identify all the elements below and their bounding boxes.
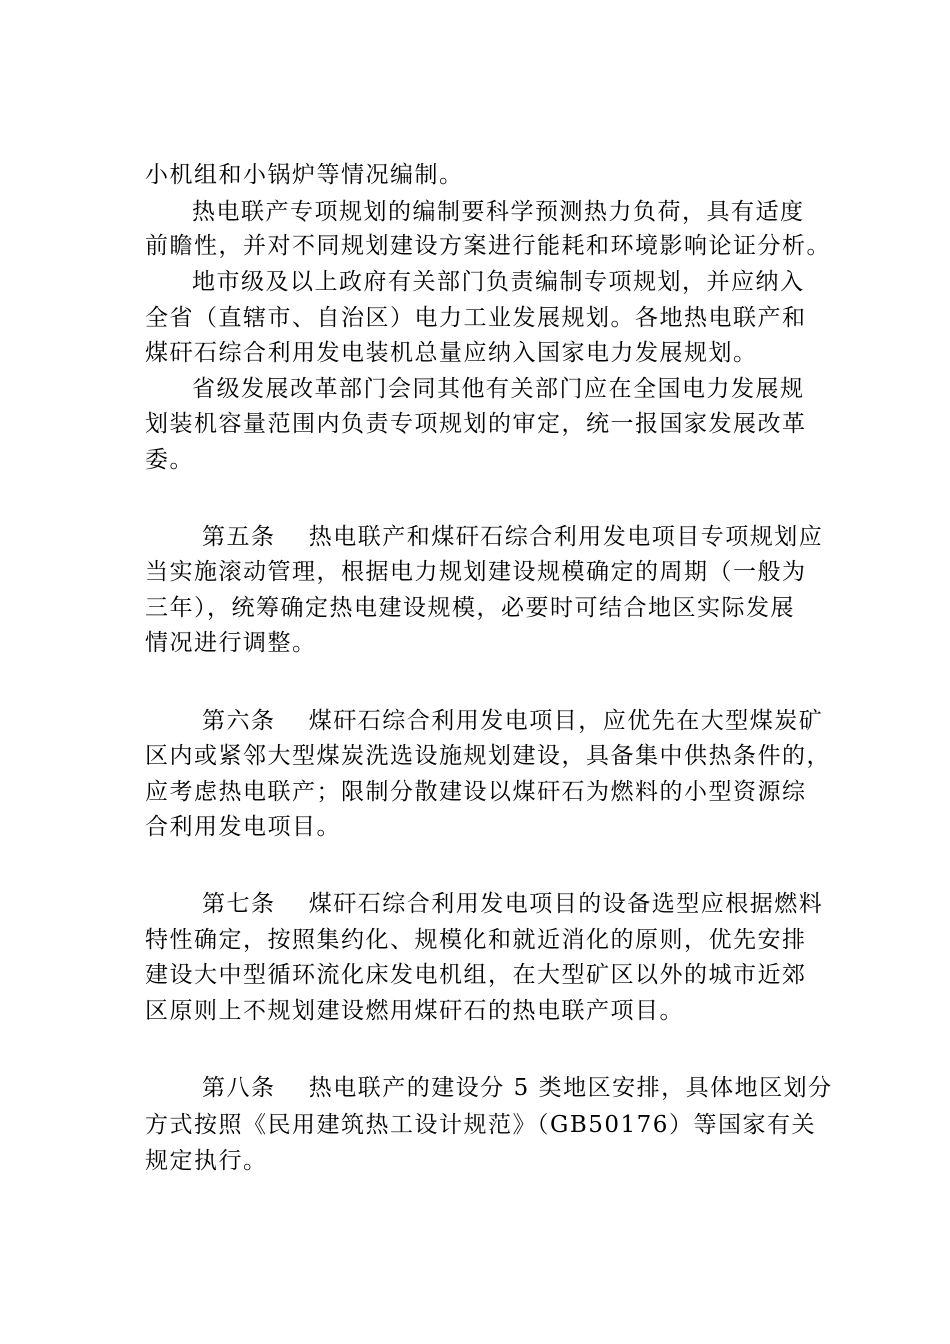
article-7-heading: 第七条 煤矸石综合利用发电项目的设备选型应根据燃料	[202, 891, 824, 917]
text-line: 情况进行调整。	[145, 630, 317, 656]
text-line: 三年），统筹确定热电建设规模，必要时可结合地区实际发展	[145, 595, 795, 621]
article-8-heading: 第八条 热电联产的建设分 5 类地区安排，具体地区划分	[202, 1075, 833, 1101]
text-line: 当实施滚动管理，根据电力规划建设规模确定的周期（一般为	[145, 559, 807, 585]
text-line: 应考虑热电联产；限制分散建设以煤矸石为燃料的小型资源综	[145, 779, 807, 805]
text-line: 区原则上不规划建设燃用煤矸石的热电联产项目。	[145, 998, 684, 1024]
text-line: 小机组和小锅炉等情况编制。	[145, 162, 464, 188]
article-6-heading: 第六条 煤矸石综合利用发电项目，应优先在大型煤炭矿	[202, 708, 824, 734]
text-line: 规定执行。	[145, 1148, 268, 1174]
text-line: 合利用发电项目。	[145, 814, 341, 840]
text-line: 委。	[145, 447, 194, 473]
article-5-heading: 第五条 热电联产和煤矸石综合利用发电项目专项规划应	[202, 524, 824, 550]
text-line: 前瞻性，并对不同规划建设方案进行能耗和环境影响论证分析。	[145, 233, 831, 259]
text-line: 划装机容量范围内负责专项规划的审定，统一报国家发展改革	[145, 411, 807, 437]
text-line: 建设大中型循环流化床发电机组，在大型矿区以外的城市近郊	[145, 962, 807, 988]
text-line: 特性确定，按照集约化、规模化和就近消化的原则，优先安排	[145, 927, 807, 953]
paragraph-start: 地市级及以上政府有关部门负责编制专项规划，并应纳入	[192, 269, 805, 295]
text-line: 区内或紧邻大型煤炭洗选设施规划建设，具备集中供热条件的，	[145, 743, 831, 769]
text-line: 煤矸石综合利用发电装机总量应纳入国家电力发展规划。	[145, 340, 758, 366]
text-line: 方式按照《民用建筑热工设计规范》（GB50176）等国家有关	[145, 1112, 816, 1138]
paragraph-start: 省级发展改革部门会同其他有关部门应在全国电力发展规	[192, 376, 805, 402]
paragraph-start: 热电联产专项规划的编制要科学预测热力负荷，具有适度	[192, 199, 805, 225]
text-line: 全省（直辖市、自治区）电力工业发展规划。各地热电联产和	[145, 305, 807, 331]
